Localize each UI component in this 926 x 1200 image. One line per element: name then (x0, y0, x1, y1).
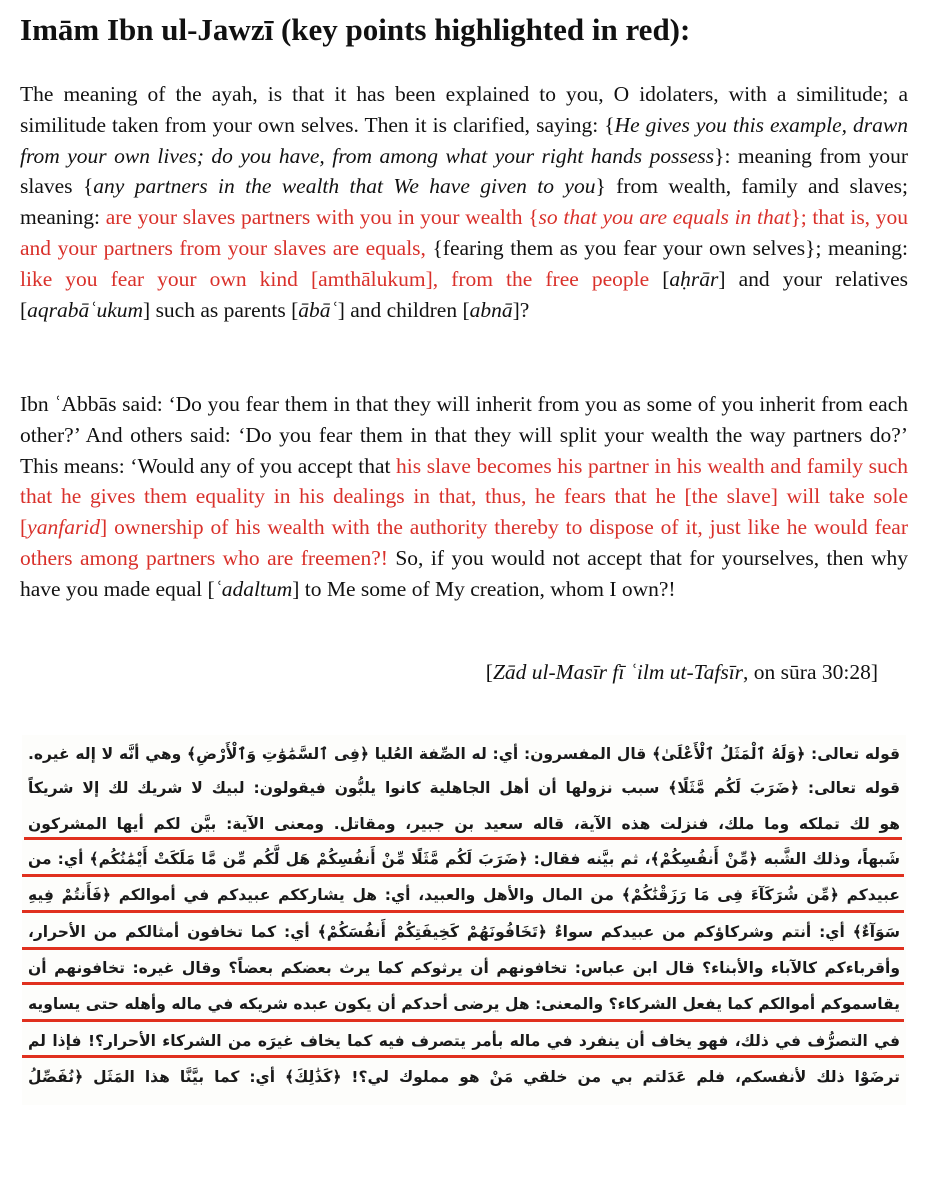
highlight-rule (22, 910, 904, 913)
arabic-line: هو لك تملكه وما ملك، فنزلت هذه الآية، قاله سعيد بن جبير، ومقاتل. ومعنى الآية: بيَّن لكم أيها المشركون (28, 815, 900, 833)
citation-work: Zād ul-Masīr fī ʿilm ut-Tafsīr (492, 660, 744, 684)
arabic-line: شَبهاً، وذلك الشَّبه ﴿مِّنْ أَنفُسِكُمْ﴾، ثم بيَّنه فقال: ﴿ضَرَبَ لَكُم مَّثَلًا مِّنْ أَنفُسِكُمْ هَل لَّكُم مِّن مَّا مَلَكَتْ أَيْمَٰنُكُم﴾ أي: من (28, 850, 900, 868)
paragraph-ibn-abbas (20, 389, 908, 605)
highlight-red-quote: so that you are equals in that (538, 205, 791, 230)
text-run: } from wealth, family and slaves; meaning: (20, 174, 908, 230)
highlight-rule (22, 874, 904, 877)
text-run: The meaning of the ayah, is that it has been explained to you, O idolaters, with a similitude; a similitude taken from your own selves. Then it is clarified, saying: { (20, 82, 908, 137)
arabic-line: وأقرباءكم كالآباء والأبناء؟ قال ابن عباس: تخافونهم أن يرثوكم كما يرث بعضكم بعضاً؟ وقال غيره: تخافونهم أن (28, 959, 900, 977)
page-title: Imām Ibn ul-Jawzī (key points highlighted in red): (20, 12, 691, 47)
text-run: Ibn ʿAbbās said: ‘Do you fear them in that they will inherit from you as some of you inherit from each other?’ And others said: ‘Do you fear them in that they will split your wealth the way partners do?’ This means: ‘Would any of you accept that (20, 392, 908, 478)
arabic-line: في التصرُّف في ذلك، فهو يخاف أن ينفرد في ماله بأمر يتصرف فيه كما يخاف غيرَه من الشركاء الأحرار؟! فإذا لم (28, 1032, 900, 1050)
highlight-red: ] ownership of his wealth with the authority thereby to dispose of it, just like he would fear others among partners who are freemen?! (20, 515, 908, 570)
arabic-scan (22, 735, 906, 1105)
text-run: ] to Me some of My creation, whom I own?! (292, 576, 676, 601)
arabic-line: ترضَوْا ذلك لأنفسكم، فلم عَدَلتم بي من خلقي مَنْ هو مملوك لي؟! ﴿كَذَٰلِكَ﴾ أي: كما بيَّنَّا هذا المَثَل ﴿نُفَصِّلُ (28, 1068, 900, 1086)
text-run: So, if you would not accept that for yourselves, then why have you made equal [ (20, 545, 909, 601)
arabic-term: aqrabāʿukum (27, 297, 144, 322)
arabic-term: abnā (469, 297, 513, 322)
highlight-rule (24, 837, 902, 840)
arabic-line: قوله تعالى: ﴿ضَرَبَ لَكُم مَّثَلًا﴾ سبب نزولها أن أهل الجاهلية كانوا يلبُّون فيقولون: لبيك لا شريك لك إلا شريكاً (28, 779, 900, 797)
highlight-red: }; that is, you and your partners from your slaves are equals, (20, 205, 908, 260)
text-run: [ (662, 266, 670, 291)
highlight-rule (22, 1055, 904, 1058)
quran-quote: He gives you this example, drawn from your own lives; do you have, from among what your right hands possess (20, 112, 909, 168)
quran-quote: any partners in the wealth that We have given to you (93, 174, 596, 199)
highlight-red: are your slaves partners with you in your wealth { (105, 205, 539, 230)
arabic-term: ābāʿ (298, 297, 338, 322)
citation-rest: , on sūra 30:28] (743, 660, 878, 684)
text-run: {fearing them as you fear your own selves}; meaning: (432, 235, 908, 260)
text-run: ] and your relatives [ (20, 266, 909, 322)
arabic-line: سَوَآءٌ﴾ أي: أنتم وشركاؤكم من عبيدكم سواءٌ ﴿تَخَافُونَهُمْ كَخِيفَتِكُمْ أَنفُسَكُمْ﴾ أي: كما تخافون أمثالكم من الأحرار، (28, 923, 900, 941)
highlight-rule (22, 1019, 904, 1022)
text-run: ] such as parents [ (143, 297, 299, 322)
highlight-rule (22, 947, 904, 950)
citation (486, 657, 878, 687)
paragraph-tafsir-meaning (20, 79, 908, 325)
text-run: ]? (512, 297, 530, 322)
citation-open: [ (485, 660, 493, 684)
highlight-red: his slave becomes his partner in his wealth and family such that he gives them equality in his dealings in that, thus, he fears that he [the slave] will take sole [ (20, 453, 908, 540)
text-run: ] and children [ (337, 297, 470, 322)
arabic-line: يقاسموكم أموالكم كما يفعل الشركاء؟ والمعنى: هل يرضى أحدكم أن يكون عبده شريكه في ماله وأهله حتى يساويه (28, 995, 900, 1013)
arabic-line: عبيدكم ﴿مِّن شُرَكَآءَ فِى مَا رَزَقْنَٰكُمْ﴾ من المال والأهل والعبيد، أي: هل يشارككم عبيدكم في أموالكم ﴿فَأَنتُمْ فِيهِ (28, 886, 900, 904)
arabic-line: قوله تعالى: ﴿وَلَهُ ٱلْمَثَلُ ٱلْأَعْلَىٰ﴾ قال المفسرون: أي: له الصِّفة العُليا ﴿فِى ٱلسَّمَٰوَٰتِ وَٱلْأَرْضِ﴾ وهي أنَّه لا إله غيره. (28, 745, 900, 763)
arabic-term: aḥrār (669, 266, 719, 291)
highlight-rule (22, 982, 904, 985)
highlight-red: like you fear your own kind [amthālukum], from the free people (20, 266, 663, 291)
arabic-term: yanfarid (27, 515, 101, 540)
arabic-term: ʿadaltum (214, 576, 293, 601)
text-run: }: meaning from your slaves { (20, 143, 908, 199)
